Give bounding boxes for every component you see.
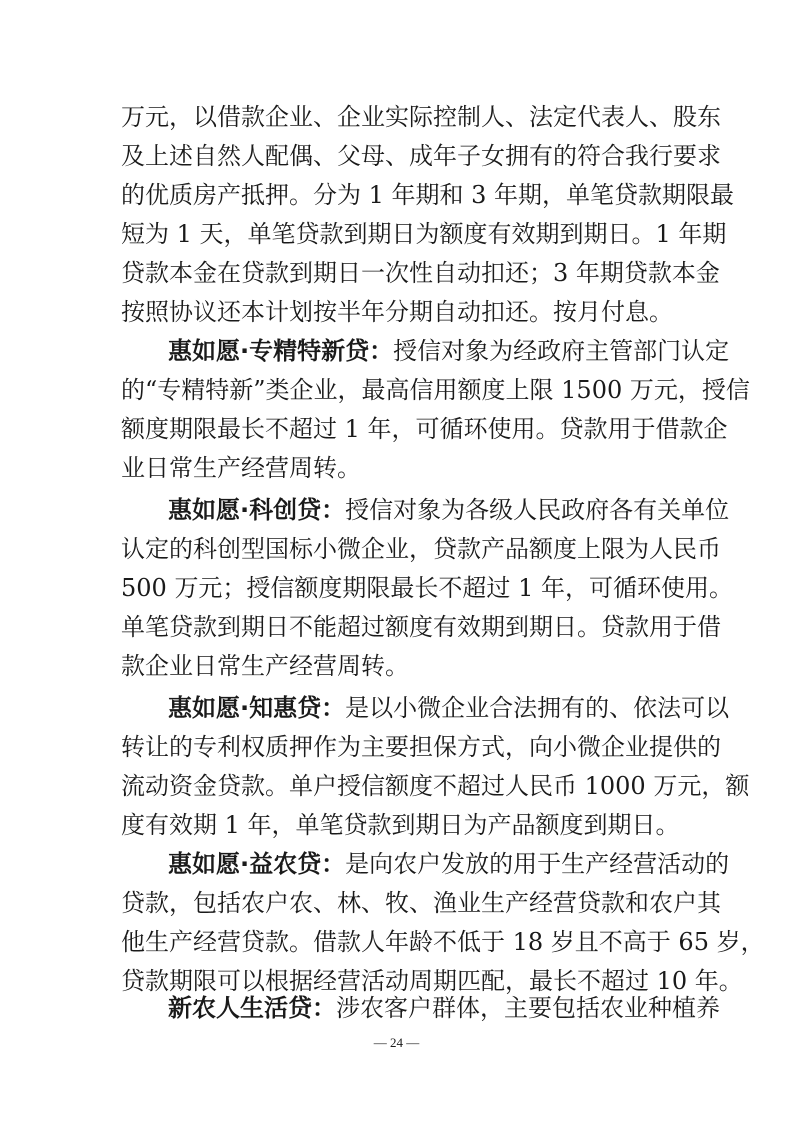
product-term: 惠如愿·益农贷：: [168, 850, 346, 878]
product-line: 单笔贷款到期日不能超过额度有效期到期日。贷款用于借: [121, 613, 721, 641]
product-text: 是以小微企业合法拥有的、依法可以: [345, 694, 730, 722]
product-first-line: [168, 333, 730, 369]
product-first-line: [168, 492, 730, 528]
intro-line: 的优质房产抵押。分为 1 年期和 3 年期，单笔贷款期限最: [121, 181, 735, 209]
intro-line: 万元，以借款企业、企业实际控制人、法定代表人、股东: [121, 103, 721, 131]
product-line: 贷款，包括农户农、林、牧、渔业生产经营贷款和农户其: [121, 889, 721, 917]
product-first-line: [168, 990, 720, 1026]
product-line: 500 万元；授信额度期限最长不超过 1 年，可循环使用。: [121, 574, 733, 602]
product-line: 业日常生产经营周转。: [121, 454, 361, 482]
product-line: 的“专精特新”类企业，最高信用额度上限 1500 万元，授信: [121, 376, 750, 404]
product-text: 授信对象为经政府主管部门认定: [393, 337, 730, 365]
product-line: 额度期限最长不超过 1 年，可循环使用。贷款用于借款企: [121, 415, 728, 443]
product-first-line: [168, 846, 730, 882]
product-line: 流动资金贷款。单户授信额度不超过人民币 1000 万元，额: [121, 772, 750, 800]
intro-line: 按照协议还本计划按半年分期自动扣还。按月付息。: [121, 298, 673, 326]
intro-line: 短为 1 天，单笔贷款到期日为额度有效期到期日。1 年期: [121, 220, 727, 248]
product-term: 惠如愿·知惠贷：: [168, 694, 346, 722]
product-term: 新农人生活贷：: [168, 994, 336, 1022]
product-term: 惠如愿·专精特新贷：: [168, 337, 394, 365]
product-line: 转让的专利权质押作为主要担保方式，向小微企业提供的: [121, 733, 721, 761]
product-text: 是向农户发放的用于生产经营活动的: [345, 850, 730, 878]
intro-line: 贷款本金在贷款到期日一次性自动扣还；3 年期贷款本金: [121, 259, 720, 287]
product-text: 涉农客户群体，主要包括农业种植养: [336, 994, 720, 1022]
product-line: 贷款期限可以根据经营活动周期匹配，最长不超过 10 年。: [121, 967, 743, 995]
page-number: — 24 —: [373, 1035, 420, 1050]
product-first-line: [168, 690, 730, 726]
intro-line: 及上述自然人配偶、父母、成年子女拥有的符合我行要求: [121, 142, 721, 170]
product-term: 惠如愿·科创贷：: [168, 496, 346, 524]
product-line: 他生产经营贷款。借款人年龄不低于 18 岁且不高于 65 岁，: [121, 928, 765, 956]
product-line: 款企业日常生产经营周转。: [121, 652, 409, 680]
product-line: 认定的科创型国标小微企业，贷款产品额度上限为人民币: [121, 535, 721, 563]
product-line: 度有效期 1 年，单笔贷款到期日为产品额度到期日。: [121, 811, 680, 839]
product-text: 授信对象为各级人民政府各有关单位: [345, 496, 730, 524]
